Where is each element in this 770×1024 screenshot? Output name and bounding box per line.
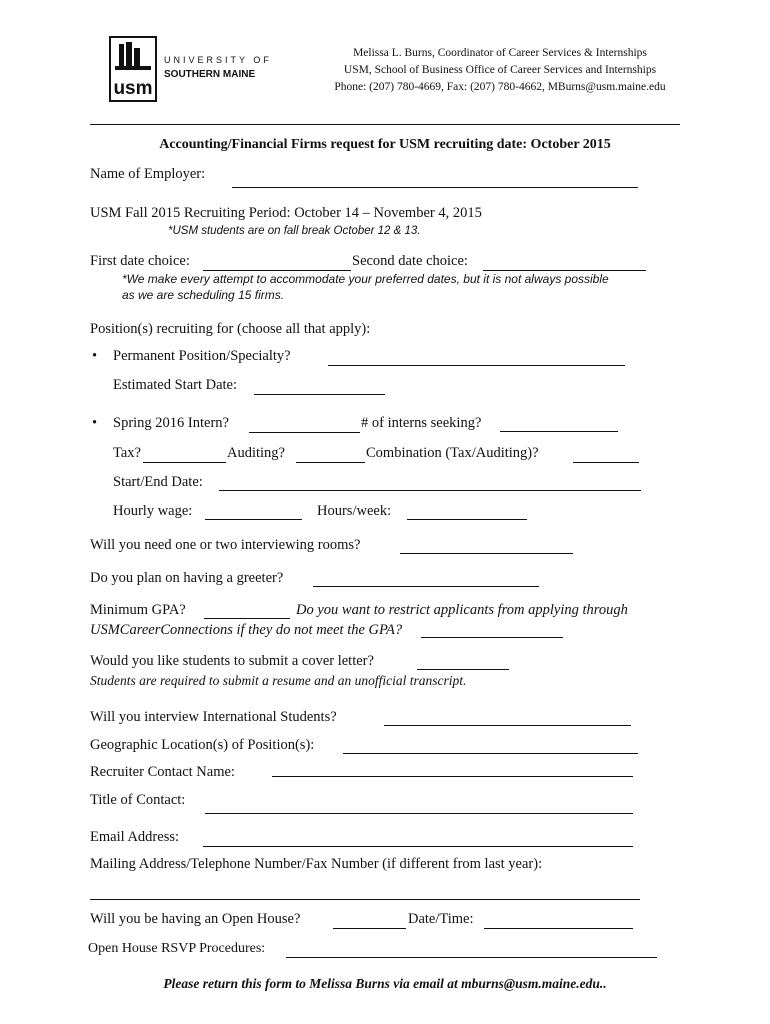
cover-letter-field[interactable] — [417, 669, 509, 670]
auditing-field[interactable] — [296, 462, 365, 463]
hourly-label: Hourly wage: — [113, 503, 193, 519]
permanent-label: Permanent Position/Specialty? — [113, 348, 291, 364]
greeter-field[interactable] — [313, 586, 539, 587]
international-field[interactable] — [384, 725, 631, 726]
num-interns-label: # of interns seeking? — [361, 415, 482, 431]
mailing-field[interactable] — [90, 899, 640, 900]
positions-label: Position(s) recruiting for (choose all that apply): — [90, 321, 371, 337]
first-choice-label: First date choice: — [90, 253, 190, 269]
logo-emblem — [109, 36, 157, 102]
rsvp-field[interactable] — [286, 957, 657, 958]
start-date-label: Estimated Start Date: — [113, 377, 238, 393]
spring-intern-label: Spring 2016 Intern? — [113, 415, 229, 431]
start-end-field[interactable] — [219, 490, 641, 491]
hours-week-field[interactable] — [407, 519, 527, 520]
dates-note-1: *We make every attempt to accommodate your preferred dates, but it is not always possible — [122, 272, 609, 286]
tax-field[interactable] — [143, 462, 226, 463]
greeter-label: Do you plan on having a greeter? — [90, 570, 284, 586]
international-label: Will you interview International Students? — [90, 709, 337, 725]
gpa-field[interactable] — [204, 618, 290, 619]
fall-break-note: *USM students are on fall break October 12 & 13. — [168, 225, 421, 237]
recruiter-label: Recruiter Contact Name: — [90, 764, 235, 780]
logo-southern-maine: SOUTHERN MAINE — [164, 69, 256, 80]
auditing-label: Auditing? — [227, 445, 285, 461]
rooms-field[interactable] — [400, 553, 573, 554]
resume-note: Students are required to submit a resume and an unofficial transcript. — [90, 673, 467, 688]
start-date-field[interactable] — [254, 394, 385, 395]
date-time-field[interactable] — [484, 928, 633, 929]
email-field[interactable] — [203, 846, 633, 847]
dates-note-2: as we are scheduling 15 firms. — [122, 288, 285, 302]
cover-letter-label: Would you like students to submit a cover letter? — [90, 653, 374, 669]
recruiter-field[interactable] — [272, 776, 633, 777]
spring-intern-field[interactable] — [249, 432, 360, 433]
employer-field[interactable] — [232, 187, 638, 188]
combination-label: Combination (Tax/Auditing)? — [366, 445, 539, 461]
date-time-label: Date/Time: — [408, 911, 474, 927]
geo-field[interactable] — [343, 753, 638, 754]
num-interns-field[interactable] — [500, 431, 618, 432]
open-house-label: Will you be having an Open House? — [90, 911, 301, 927]
contact-header — [300, 45, 700, 96]
svg-text:usm: usm — [113, 78, 153, 99]
email-label: Email Address: — [90, 829, 180, 845]
gpa-note-1: Do you want to restrict applicants from applying through — [296, 602, 628, 618]
mailing-label: Mailing Address/Telephone Number/Fax Number (if different from last year): — [90, 856, 543, 872]
bullet-intern: • — [92, 415, 98, 431]
form-title: Accounting/Financial Firms request for USM recruiting date: October 2015 — [159, 137, 611, 152]
rooms-label: Will you need one or two interviewing rooms? — [90, 537, 361, 553]
employer-label: Name of Employer: — [90, 166, 206, 182]
title-contact-field[interactable] — [205, 813, 633, 814]
bullet-permanent: • — [92, 348, 98, 364]
rsvp-label: Open House RSVP Procedures: — [88, 941, 266, 956]
header-line-3: Phone: (207) 780-4669, Fax: (207) 780-4662, MBurns@usm.maine.edu — [334, 81, 666, 93]
geo-label: Geographic Location(s) of Position(s): — [90, 737, 315, 753]
second-choice-label: Second date choice: — [352, 253, 468, 269]
title-contact-label: Title of Contact: — [90, 792, 186, 808]
header-line-1: Melissa L. Burns, Coordinator of Career Services & Internships — [353, 47, 647, 59]
header-line-2: USM, School of Business Office of Career Services and Internships — [343, 64, 657, 76]
second-choice-field[interactable] — [483, 270, 646, 271]
gpa-note-2: USMCareerConnections if they do not meet the GPA? — [90, 622, 403, 638]
hours-week-label: Hours/week: — [317, 503, 392, 519]
permanent-field[interactable] — [328, 365, 625, 366]
open-house-field[interactable] — [333, 928, 406, 929]
start-end-label: Start/End Date: — [113, 474, 203, 490]
tax-label: Tax? — [113, 445, 141, 461]
gpa-restrict-field[interactable] — [421, 637, 563, 638]
footer-instructions: Please return this form to Melissa Burns via email at mburns@usm.maine.edu.. — [163, 976, 607, 991]
recruiting-period: USM Fall 2015 Recruiting Period: October 14 – November 4, 2015 — [90, 205, 482, 221]
logo-university-of: UNIVERSITY OF — [164, 55, 272, 65]
first-choice-field[interactable] — [203, 270, 351, 271]
building-icon — [111, 38, 155, 100]
hourly-field[interactable] — [205, 519, 302, 520]
combination-field[interactable] — [573, 462, 639, 463]
gpa-label: Minimum GPA? — [90, 602, 186, 618]
header-divider — [90, 124, 680, 125]
